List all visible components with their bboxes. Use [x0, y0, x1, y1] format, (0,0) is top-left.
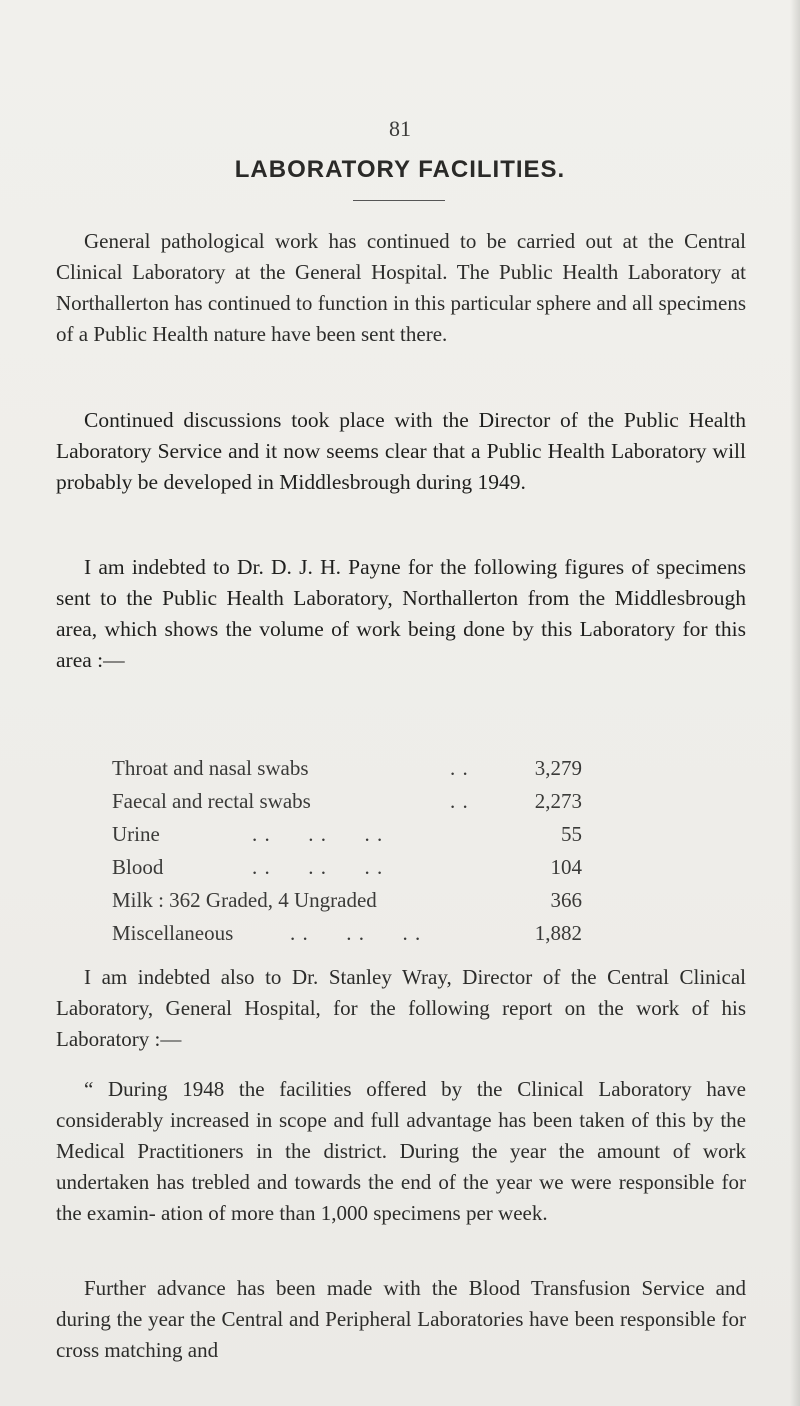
- page-edge-shadow: [790, 0, 800, 1406]
- leader-dots: . .: [450, 756, 469, 780]
- paragraph-indebted-payne: I am indebted to Dr. D. J. H. Payne for the following figures of specimens sent to the Public Health Laboratory, Northallerton from the Middlesbrough area, which shows the volume of work being done by this Laboratory for this area :—: [56, 555, 746, 672]
- paragraph-general-work: General pathological work has continued to be carried out at the Central Clinical Laboratory at the General Hospital. The Public Health Laboratory at Northallerton has continued to function in this particular sphere and all specimens of a Public Health nature have been sent there.: [56, 229, 746, 346]
- specimen-row: [112, 752, 582, 785]
- specimen-label: Throat and nasal swabs: [112, 756, 309, 780]
- page-number: 81: [389, 116, 411, 141]
- specimen-count: 104: [550, 855, 582, 879]
- specimen-row: [112, 785, 582, 818]
- specimen-count: 2,273: [534, 789, 582, 813]
- heading-rule: [353, 200, 445, 201]
- specimen-label: Milk : 362 Graded, 4 Ungraded: [112, 888, 377, 912]
- leader-dots: . .: [450, 789, 469, 813]
- specimen-count: 366: [550, 888, 582, 912]
- leader-dots: . . . . . .: [252, 822, 384, 846]
- specimen-label: Urine: [112, 822, 160, 846]
- specimen-label: Faecal and rectal swabs: [112, 789, 311, 813]
- specimen-row: [112, 884, 582, 917]
- specimen-row: [112, 917, 582, 950]
- section-heading: LABORATORY FACILITIES.: [234, 156, 566, 183]
- specimen-label: Miscellaneous: [112, 921, 234, 945]
- specimen-row: [112, 818, 582, 851]
- specimen-count: 1,882: [534, 921, 582, 945]
- specimen-label: Blood: [112, 855, 164, 879]
- paragraph-discussions: Continued discussions took place with the Director of the Public Health Laboratory Service and it now seems clear that a Public Health Laboratory will probably be developed in Middlesbrough during 1949.: [56, 408, 746, 494]
- specimen-table: [112, 752, 582, 950]
- leader-dots: . . . . . .: [252, 855, 384, 879]
- paragraph-blood-transfusion: Further advance has been made with the Blood Transfusion Service and during the year the Central and Peripheral Laboratories have been responsible for cross matching and: [56, 1276, 746, 1362]
- paragraph-indebted-wray: I am indebted also to Dr. Stanley Wray, Director of the Central Clinical Laboratory, General Hospital, for the following report on the work of his Laboratory :—: [56, 965, 746, 1051]
- specimen-count: 55: [561, 822, 582, 846]
- specimen-row: [112, 851, 582, 884]
- leader-dots: . . . . . .: [290, 921, 422, 945]
- paragraph-report-quote: “ During 1948 the facilities offered by the Clinical Laboratory have considerably increased in scope and full advantage has been taken of this by the Medical Practitioners in the district. During the year the amount of work undertaken has trebled and towards the end of the year we were responsible for the examin- ation of more than 1,000 specimens per week.: [56, 1077, 746, 1225]
- specimen-count: 3,279: [534, 756, 582, 780]
